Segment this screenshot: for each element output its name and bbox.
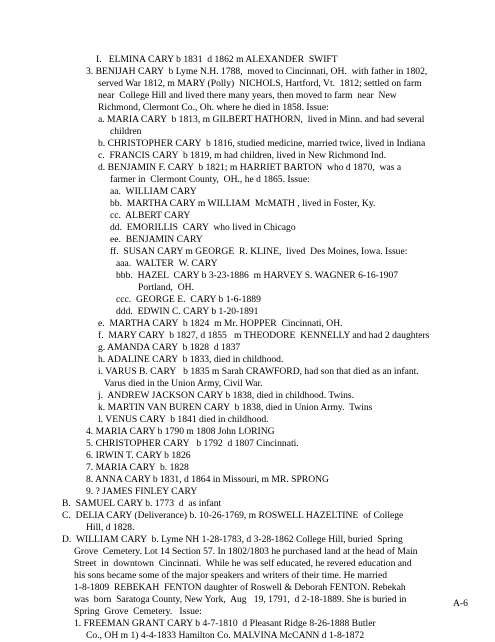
text-line: dd. EMORILLIS CARY who lived in Chicago xyxy=(110,222,296,233)
text-line: j. ANDREW JACKSON CARY b 1838, died in childhood. Twins. xyxy=(98,390,355,401)
text-line: l. VENUS CARY b 1841 died in childhood. xyxy=(98,414,269,425)
text-line: 5. CHRISTOPHER CARY b 1792 d 1807 Cincinnati. xyxy=(86,438,299,449)
text-line: cc. ALBERT CARY xyxy=(110,210,191,221)
text-line: I. ELMINA CARY b 1831 d 1862 m ALEXANDER SWIFT xyxy=(96,54,338,65)
document-body xyxy=(0,54,495,642)
text-line: i. VARUS B. CARY b 1835 m Sarah CRAWFORD, had son that died as an infant. xyxy=(98,366,419,377)
text-line: D. WILLIAM CARY b. Lyme NH 1-28-1783, d 3-28-1862 College Hill, buried Spring xyxy=(62,534,403,545)
text-line: served War 1812, m MARY (Polly) NICHOLS, Hartford, Vt. 1812; settled on farm xyxy=(98,78,422,89)
text-line: 1-8-1809 REBEKAH FENTON daughter of Roswell & Deborah FENTON. Rebekah xyxy=(74,582,406,593)
text-line: Hill, d 1828. xyxy=(86,522,135,533)
text-line: 3. BENIJAH CARY b Lyme N.H. 1788, moved to Cincinnati, OH. with father in 1802, xyxy=(86,66,428,77)
text-line: ff. SUSAN CARY m GEORGE R. KLINE, lived Des Moines, Iowa. Issue: xyxy=(110,246,408,257)
text-line: 7. MARIA CARY b. 1828 xyxy=(86,462,189,473)
text-line: 9. ? JAMES FINLEY CARY xyxy=(86,486,198,497)
text-line: C. DELIA CARY (Deliverance) b. 10-26-1769, m ROSWELL HAZELTINE of College xyxy=(62,510,404,521)
text-line: Richmond, Clermont Co., Oh. where he died in 1858. Issue: xyxy=(98,102,329,113)
text-line: Grove Cemetery. Lot 14 Section 57. In 1802/1803 he purchased land at the head of Main xyxy=(74,546,418,557)
text-line: aaa. WALTER W. CARY xyxy=(116,258,218,269)
text-line: 4. MARIA CARY b 1790 m 1808 John LORING xyxy=(86,426,275,437)
text-line: c. FRANCIS CARY b 1819, m had children, lived in New Richmond Ind. xyxy=(98,150,386,161)
text-line: bbb. HAZEL CARY b 3-23-1886 m HARVEY S. WAGNER 6-16-1907 xyxy=(116,270,399,281)
text-line: Varus died in the Union Army, Civil War. xyxy=(104,378,263,389)
text-line: f. MARY CARY b 1827, d 1855 m THEODORE KENNELLY and had 2 daughters xyxy=(98,330,430,341)
page-number: A-6 xyxy=(453,598,468,609)
text-line: was born Saratoga County, New York, Aug 19, 1791, d 2-18-1889. She is buried in xyxy=(74,594,407,605)
text-line: g. AMANDA CARY b 1828 d 1837 xyxy=(98,342,241,353)
text-line: aa. WILLIAM CARY xyxy=(110,186,197,197)
text-line: Street in downtown Cincinnati. While he was self educated, he revered education and xyxy=(74,558,412,569)
text-line: ddd. EDWIN C. CARY b 1-20-1891 xyxy=(116,306,259,317)
text-line: h. ADALINE CARY b 1833, died in childhood. xyxy=(98,354,284,365)
text-line: ee. BENJAMIN CARY xyxy=(110,234,203,245)
text-line: k. MARTIN VAN BUREN CARY b 1838, died in Union Army. Twins xyxy=(98,402,373,413)
text-line: Spring Grove Cemetery. Issue: xyxy=(74,606,202,617)
text-line: b. CHRISTOPHER CARY b 1816, studied medicine, married twice, lived in Indiana xyxy=(98,138,426,149)
text-line: B. SAMUEL CARY b. 1773 d as infant xyxy=(62,498,222,509)
text-line: d. BENJAMIN F. CARY b 1821; m HARRIET BARTON who d 1870, was a xyxy=(98,162,402,173)
text-line: 1. FREEMAN GRANT CARY b 4-7-1810 d Pleasant Ridge 8-26-1888 Butler xyxy=(74,618,376,629)
text-line: 6. IRWIN T. CARY b 1826 xyxy=(86,450,191,461)
text-line: bb. MARTHA CARY m WILLIAM McMATH , lived in Foster, Ky. xyxy=(110,198,376,209)
text-line: his sons became some of the major speakers and writers of their time. He married xyxy=(74,570,388,581)
text-line: ccc. GEORGE E. CARY b 1-6-1889 xyxy=(116,294,261,305)
text-line: e. MARTHA CARY b 1824 m Mr. HOPPER Cincinnati, OH. xyxy=(98,318,343,329)
text-line: farmer in Clermont County, OH., he d 1865. Issue: xyxy=(110,174,310,185)
text-line: Co., OH m 1) 4-4-1833 Hamilton Co. MALVINA McCANN d 1-8-1872 xyxy=(86,630,365,641)
text-line: near College Hill and lived there many years, then moved to farm near New xyxy=(98,90,397,101)
text-line: 8. ANNA CARY b 1831, d 1864 in Missouri, m MR. SPRONG xyxy=(86,474,329,485)
text-line: a. MARIA CARY b 1813, m GILBERT HATHORN, lived in Minn. and had several xyxy=(98,114,425,125)
text-line: children xyxy=(110,126,142,137)
text-line: Portland, OH. xyxy=(138,282,194,293)
